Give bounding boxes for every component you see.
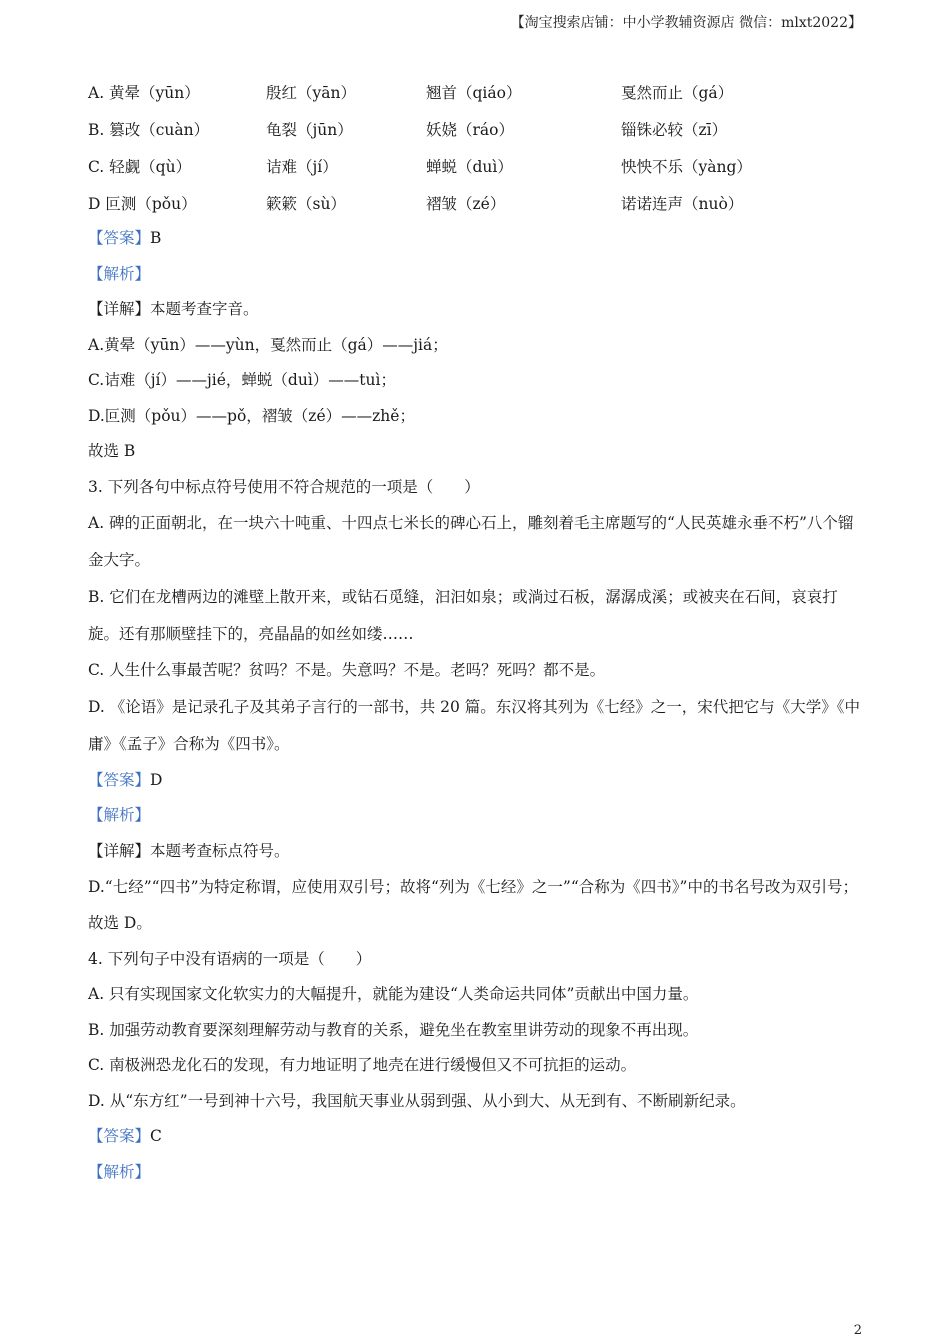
q3-option-b: B. 它们在龙槽两边的滩壁上散开来，或钻石觅缝，汩汩如泉；或淌过石板，潺潺成溪；或被夹在石间，哀哀打旋。还有那顺壁挂下的，亮晶晶的如丝如缕…… [88,588,838,643]
q2-explain-d: D.叵测（pǒu）——pǒ，褶皱（zé）——zhě； [88,406,415,425]
q2-answer: 【答案】B [88,229,162,247]
q3-explain: D.“七经”“四书”为特定称谓，应使用双引号；故将“列为《七经》之一”“合称为《四书》”中的书名号改为双引号； [88,878,858,896]
q2-analysis-label: 【解析】 [88,264,151,283]
document-body [88,73,868,1190]
q2-option-item: A. 黄晕（yūn） [88,83,200,102]
q2-option-item: 殷红（yān） [266,83,356,102]
q3-stem: 3. 下列各句中标点符号使用不符合规范的一项是（ ） [88,477,480,496]
q2-explain-a: A.黄晕（yūn）——yùn，戛然而止（gá）——jiá； [88,335,448,354]
q4-option-b: B. 加强劳动教育要深刻理解劳动与教育的关系，避免坐在教室里讲劳动的现象不再出现。 [88,1020,699,1039]
q2-explain-c: C.诘难（jí）——jié，蝉蜕（duì）——tuì； [88,371,396,389]
q2-option-item: D 叵测（pǒu） [88,194,197,213]
q4-analysis-label: 【解析】 [88,1162,151,1181]
q4-answer: 【答案】C [88,1127,162,1145]
q2-option-item: 龟裂（jūn） [266,120,353,139]
q3-option-a: A. 碑的正面朝北，在一块六十吨重、十四点七米长的碑心石上，雕刻着毛主席题写的“人民英雄永垂不朽”八个镏金大字。 [88,514,854,569]
q2-option-row [88,73,868,110]
q4-stem: 4. 下列句子中没有语病的一项是（ ） [88,949,372,968]
q4-option-d: D. 从“东方红”一号到神十六号，我国航天事业从弱到强、从小到大、从无到有、不断刷新纪录。 [88,1091,746,1110]
q3-analysis-label: 【解析】 [88,806,151,824]
q2-option-item: 怏怏不乐（yàng） [621,157,752,176]
q4-option-c: C. 南极洲恐龙化石的发现，有力地证明了地壳在进行缓慢但又不可抗拒的运动。 [88,1056,637,1074]
q2-option-item: 戛然而止（gá） [621,83,734,102]
q2-option-item: B. 篡改（cuàn） [88,120,210,139]
page-header: 【淘宝搜索店铺：中小学教辅资源店 微信：mlxt2022】 [510,15,862,31]
q3-option-d: D. 《论语》是记录孔子及其弟子言行的一部书，共 20 篇。东汉将其列为《七经》之一，宋代把它与《大学》《中庸》《孟子》合称为《四书》。 [88,697,861,753]
q2-option-item: 妖娆（ráo） [426,120,514,139]
q2-option-row [88,147,868,184]
q2-options [88,73,868,221]
q2-option-item: 诺诺连声（nuò） [621,194,744,213]
q2-option-row [88,110,868,147]
q2-option-item: C. 轻觑（qù） [88,157,192,176]
q2-option-row [88,184,868,221]
q2-option-item: 蝉蜕（duì） [426,157,513,176]
q3-option-c: C. 人生什么事最苦呢？贫吗？不是。失意吗？不是。老吗？死吗？都不是。 [88,661,606,679]
q2-option-item: 诘难（jí） [266,157,338,176]
q2-detail: 【详解】本题考查字音。 [88,300,259,318]
q3-detail: 【详解】本题考查标点符号。 [88,841,290,860]
q2-option-item: 翘首（qiáo） [426,83,522,102]
q4-option-a: A. 只有实现国家文化软实力的大幅提升，就能为建设“人类命运共同体”贡献出中国力量。 [88,985,699,1003]
q3-answer: 【答案】D [88,770,163,789]
q2-option-item: 锱铢必较（zī） [621,120,728,139]
q3-conclusion: 故选 D。 [88,914,152,932]
q2-option-item: 簌簌（sù） [266,194,346,213]
page-number: 2 [853,1323,862,1338]
q2-option-item: 褶皱（zé） [426,194,506,213]
q2-conclusion: 故选 B [88,442,136,460]
